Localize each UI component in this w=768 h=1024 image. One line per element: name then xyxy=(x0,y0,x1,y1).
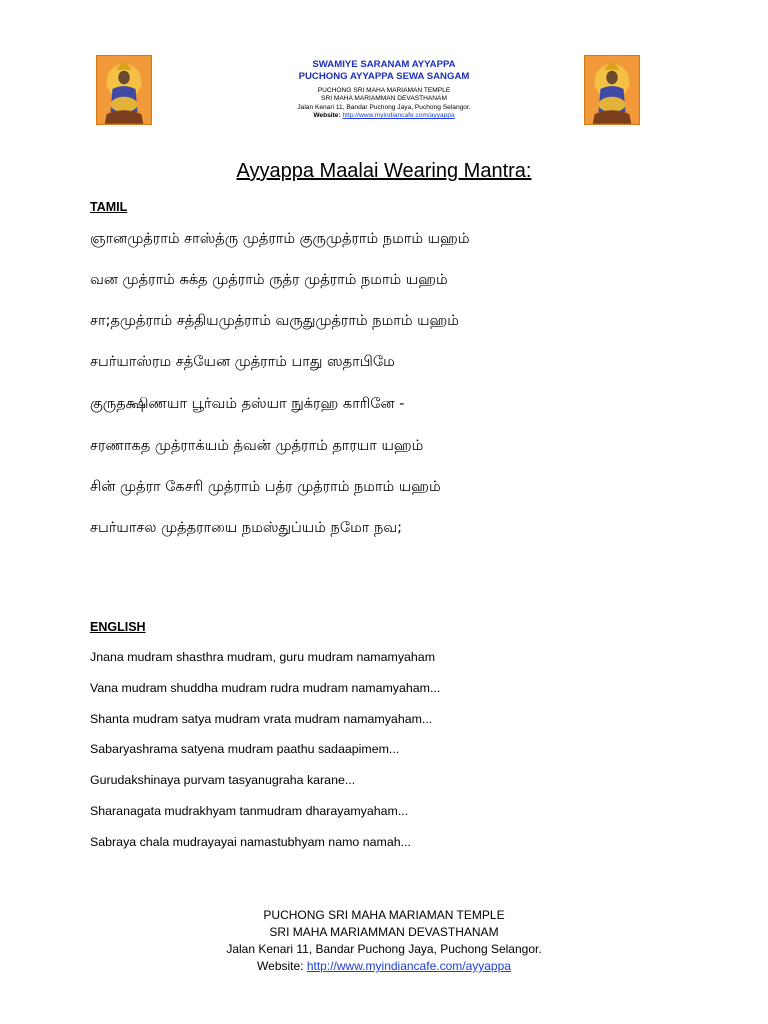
tamil-line: ஞானமுத்ராம் சாஸ்த்ரு முத்ராம் குருமுத்ராம் நமாம் யஹம் xyxy=(90,231,470,247)
tamil-line: சபர்யாசல முத்தராயை நமஸ்துப்யம் நமோ நவ; xyxy=(90,520,403,536)
tamil-line: குருதக்ஷிணயா பூர்வம் தஸ்யா நுக்ரஹ காரினே - xyxy=(90,396,405,412)
footer xyxy=(0,907,768,975)
footer-devasthanam: SRI MAHA MARIAMMAN DEVASTHANAM xyxy=(269,925,499,939)
header-devasthanam: SRI MAHA MARIAMMAN DEVASTHANAM xyxy=(321,95,447,103)
ayyappa-image-right xyxy=(584,55,640,125)
footer-website xyxy=(0,958,768,975)
english-line: Vana mudram shuddha mudram rudra mudram namamyaham... xyxy=(90,681,441,695)
footer-website-link[interactable]: http://www.myindiancafe.com/ayyappa xyxy=(306,959,511,973)
tamil-line: சின் முத்ரா கேசரி முத்ராம் பத்ர முத்ராம் நமாம் யஹம் xyxy=(90,479,441,495)
header-address: Jalan Kenari 11, Bandar Puchong Jaya, Puchong Selangor. xyxy=(297,103,471,111)
ayyappa-deity-icon xyxy=(97,56,151,124)
tamil-line: சரணாகத முத்ராக்யம் த்வன் முத்ராம் தாரயா யஹம் xyxy=(90,438,424,454)
header-website-link[interactable]: http://www.myindiancafe.com/ayyappa xyxy=(342,111,455,119)
footer-website-label: Website: xyxy=(257,959,304,973)
header-website xyxy=(200,112,568,120)
english-line: Gurudakshinaya purvam tasyanugraha karane... xyxy=(90,773,356,787)
english-line: Sabaryashrama satyena mudram paathu sadaapimem... xyxy=(90,742,400,756)
english-line: Shanta mudram satya mudram vrata mudram namamyaham... xyxy=(90,712,433,726)
header-website-label: Website: xyxy=(313,111,341,119)
letterhead xyxy=(200,59,568,120)
tamil-line: சபர்யாஸ்ரம சத்யேன முத்ராம் பாது ஸதாபிமே xyxy=(90,354,395,370)
english-line: Sabraya chala mudrayayai namastubhyam namo namah... xyxy=(90,835,411,849)
english-line: Sharanagata mudrakhyam tanmudram dharayamyaham... xyxy=(90,804,409,818)
ayyappa-image-left xyxy=(96,55,152,125)
tamil-heading: TAMIL xyxy=(90,200,128,214)
ayyappa-deity-icon xyxy=(585,56,639,124)
tamil-line: சா;தமுத்ராம் சத்தியமுத்ராம் வருதுமுத்ராம் நமாம் யஹம் xyxy=(90,313,459,329)
header-temple: PUCHONG SRI MAHA MARIAMAN TEMPLE xyxy=(317,87,451,94)
page-title: Ayyappa Maalai Wearing Mantra: xyxy=(236,160,532,182)
english-heading: ENGLISH xyxy=(90,620,146,634)
english-line: Jnana mudram shasthra mudram, guru mudram namamyaham xyxy=(90,650,436,664)
header-line-2: PUCHONG AYYAPPA SEWA SANGAM xyxy=(298,71,470,82)
footer-address: Jalan Kenari 11, Bandar Puchong Jaya, Puchong Selangor. xyxy=(226,942,542,956)
tamil-line: வன முத்ராம் சுக்த முத்ராம் ருத்ர முத்ராம் நமாம் யஹம் xyxy=(90,272,448,288)
header-line-1: SWAMIYE SARANAM AYYAPPA xyxy=(312,59,456,70)
footer-temple: PUCHONG SRI MAHA MARIAMAN TEMPLE xyxy=(263,908,505,922)
